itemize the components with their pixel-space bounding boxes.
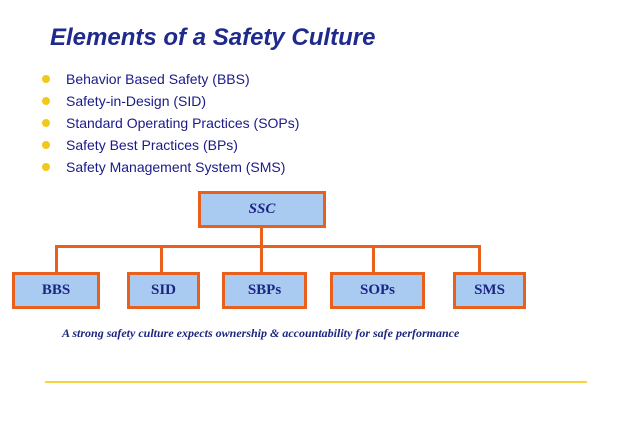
bullet-text: Safety-in-Design (SID) [66,93,207,109]
bullet-dot-icon [42,141,50,149]
bullet-text: Behavior Based Safety (BBS) [66,71,250,87]
child-connector-sbps [260,245,263,274]
child-connector-sid [160,245,163,274]
slide-title: Elements of a Safety Culture [50,24,376,51]
footer-divider [45,381,587,383]
org-box-sms: SMS [453,272,526,309]
bullet-item [42,112,299,134]
org-box-ssc: SSC [198,191,326,228]
bullet-item [42,90,299,112]
child-connector-sms [478,245,481,274]
bullet-item [42,156,299,178]
org-box-sbps: SBPs [222,272,307,309]
bullet-dot-icon [42,119,50,127]
child-connector-bbs [55,245,58,274]
org-box-bbs: BBS [12,272,100,309]
child-connector-sops [372,245,375,274]
bullet-text: Standard Operating Practices (SOPs) [66,115,300,131]
root-connector [260,226,263,247]
bullet-dot-icon [42,163,50,171]
org-box-sops: SOPs [330,272,425,309]
bullet-dot-icon [42,75,50,83]
bullet-item [42,134,299,156]
bullet-item [42,68,299,90]
bullet-text: Safety Management System (SMS) [66,159,286,175]
horizontal-connector [55,245,481,248]
bullet-list [42,68,299,178]
bullet-dot-icon [42,97,50,105]
org-box-sid: SID [127,272,200,309]
bullet-text: Safety Best Practices (BPs) [66,137,238,153]
slide-caption: A strong safety culture expects ownership & accountability for safe performance [62,326,460,340]
